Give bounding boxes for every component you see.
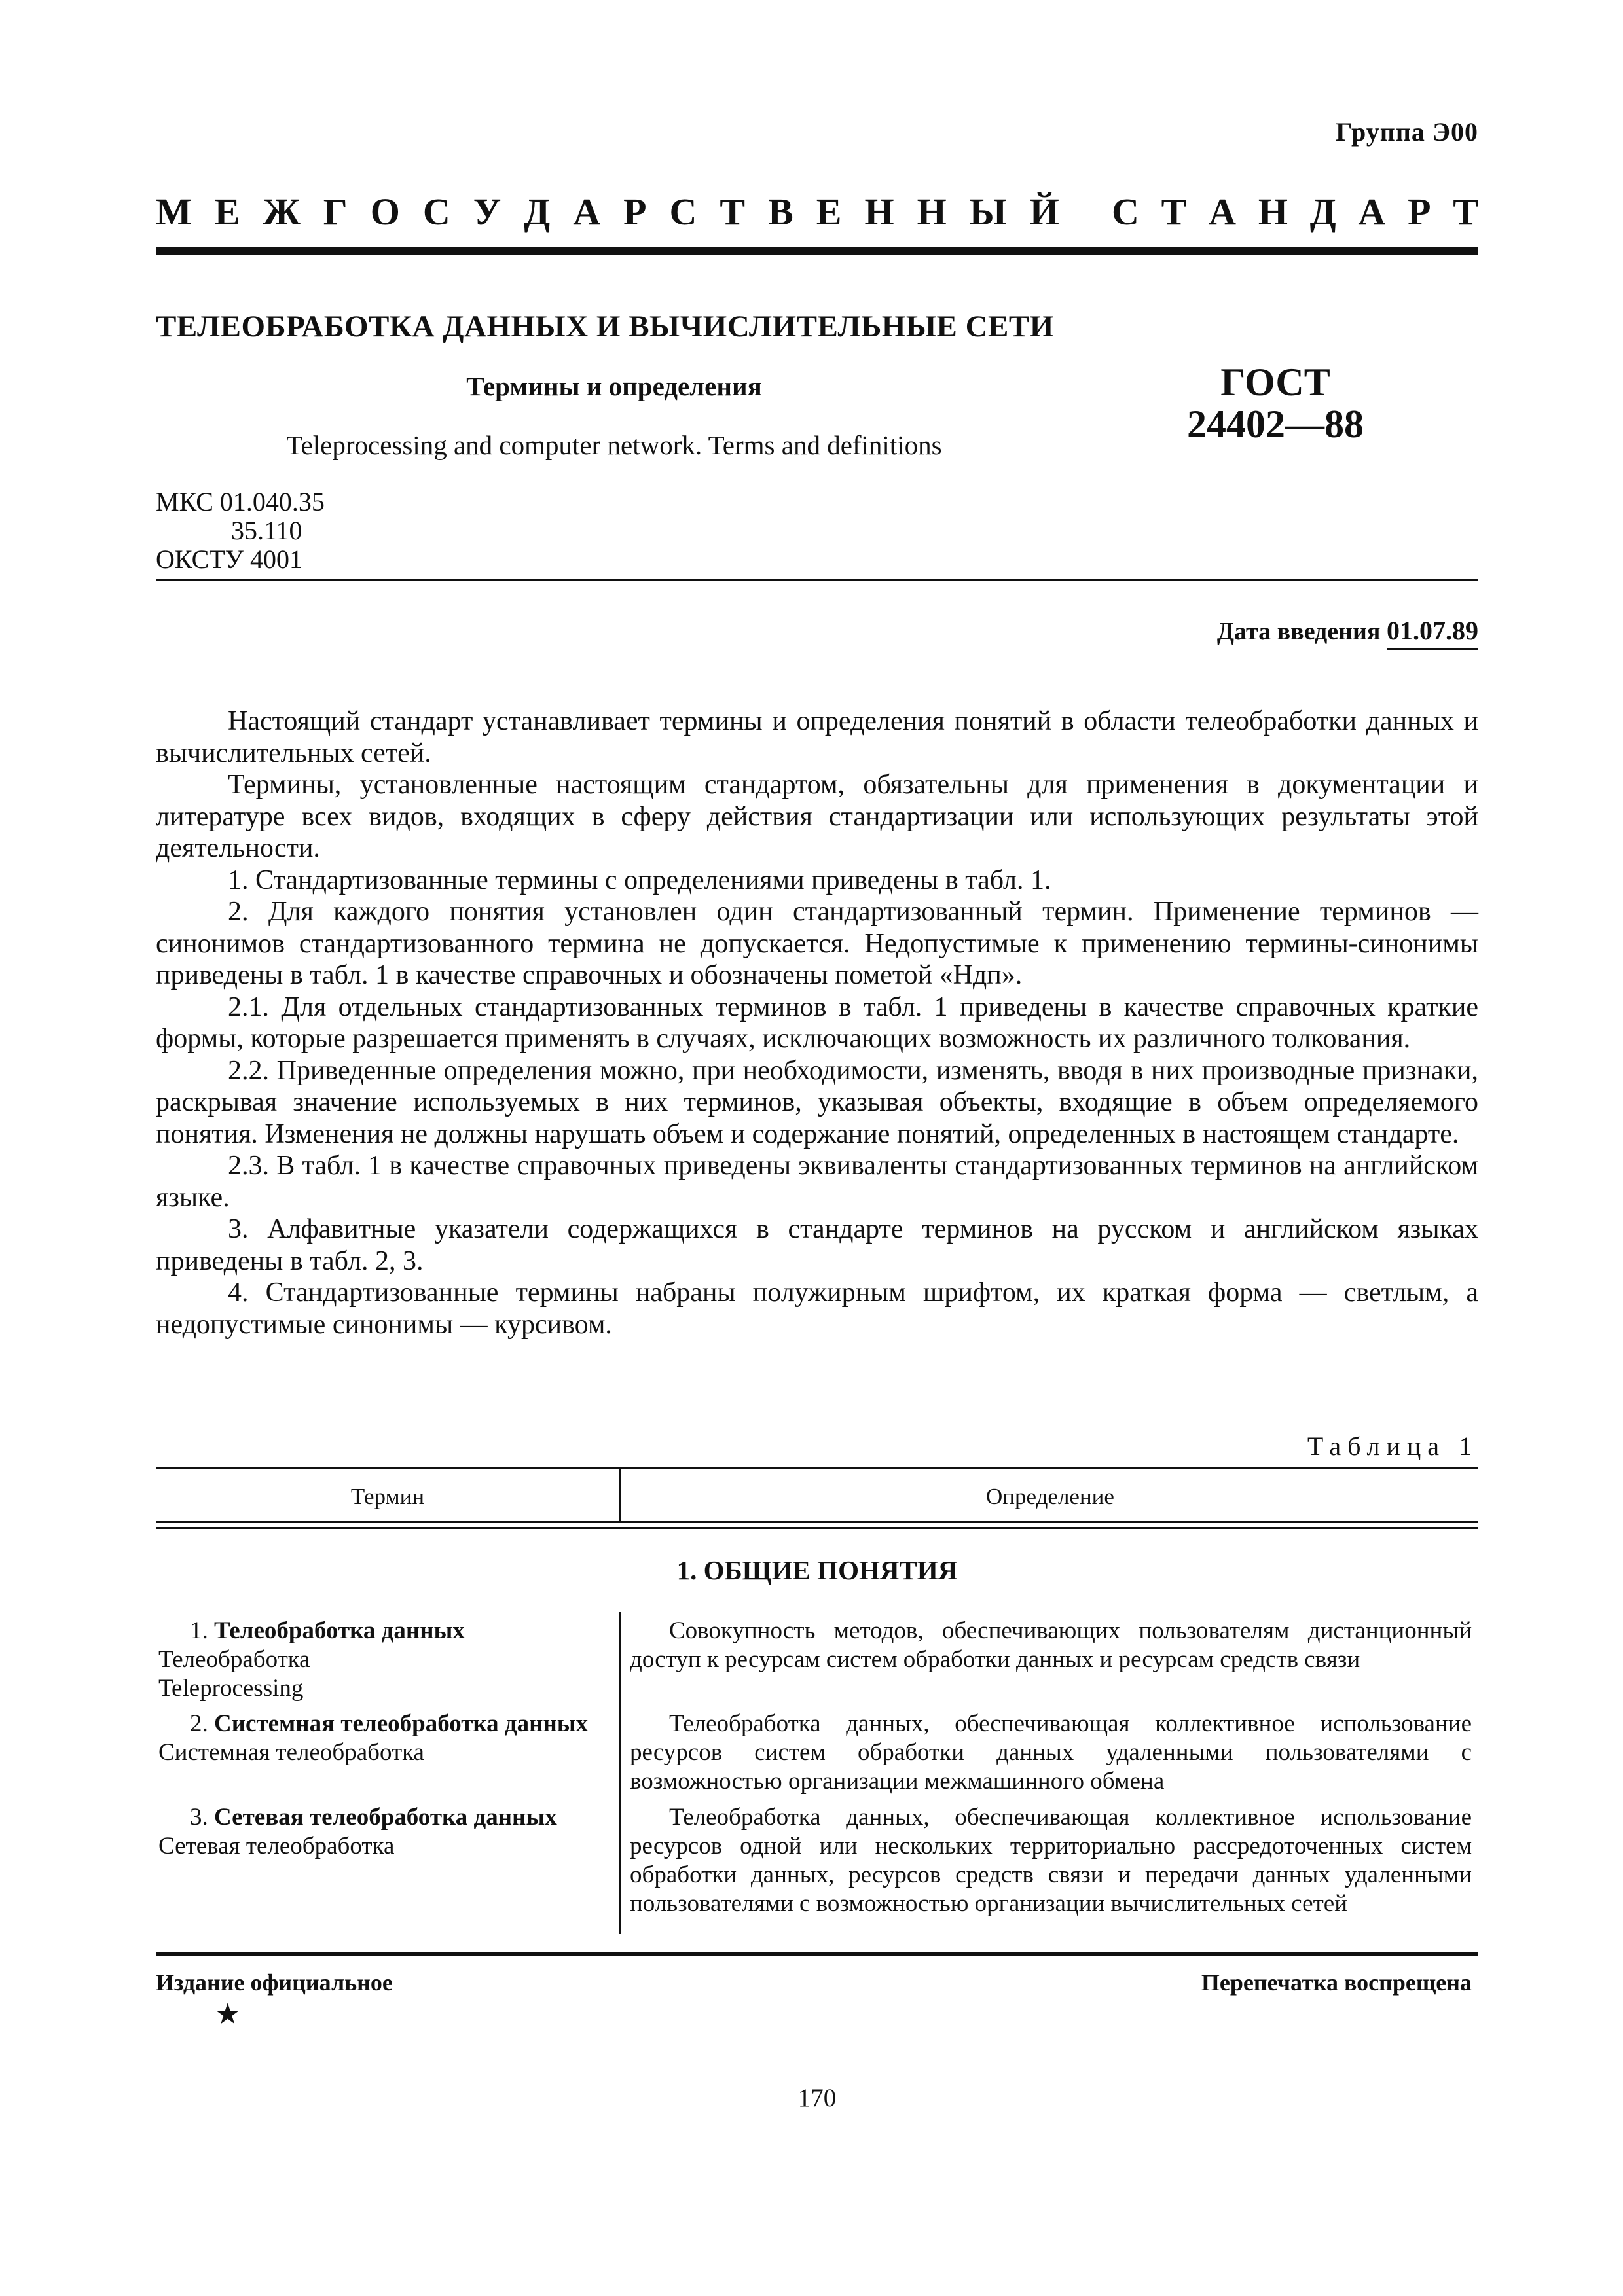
definition-text: Телеобработка данных, обеспечивающая коллективное использование ресурсов одной или нескольких территориально рассредоточенных систем обработки данных, ресурсов средств связи и передачи данных удаленными пользователями с возможностью организации вычислительных сетей [630,1804,1472,1917]
group-label: Группа Э00 [1336,117,1478,147]
standard-banner [156,190,1478,234]
paragraph: Термины, установленные настоящим стандартом, обязательны для применения в документации и литературе всех видов, входящих в сферу действия стандартизации или использующих результаты этой деятельности. [156,770,1478,863]
paragraph: 2.3. В табл. 1 в качестве справочных приведены эквиваленты стандартизованных терминов на английском языке. [156,1151,1478,1213]
table-column-divider [619,1612,621,1934]
table-header-rule [156,1527,1478,1529]
paragraph: 3. Алфавитные указатели содержащихся в стандарте терминов на русском и английском языках приведены в табл. 2, 3. [156,1214,1478,1276]
document-page [156,0,1478,2296]
paragraph: 2.2. Приведенные определения можно, при необходимости, изменять, вводя в них производные признаки, раскрывая значение используемых в них терминов, указывая объекты, входящие в объем определяемого понятия. Изменения не должны нарушать объем и содержание понятий, определенных в настоящем стандарте. [156,1055,1478,1149]
paragraph: 2.1. Для отдельных стандартизованных терминов в табл. 1 приведены в качестве справочных краткие формы, которые разрешается применять в случаях, исключающих возможность их различного толкования. [156,992,1478,1054]
term-cell [158,1617,617,1703]
banner-right: С Т А Н Д А Р Т [1112,190,1478,233]
term-cell [158,1803,617,1861]
introduction-date [1217,615,1478,646]
term-number: 3. [190,1804,208,1831]
document-title: ТЕЛЕОБРАБОТКА ДАННЫХ И ВЫЧИСЛИТЕЛЬНЫЕ СЕТИ [156,310,1054,344]
table-header [156,1469,1478,1522]
gost-designation [1138,361,1413,445]
okstu-code: ОКСТУ 4001 [156,545,303,574]
paragraph: 1. Стандартизованные термины с определениями приведены в табл. 1. [228,865,1051,895]
gost-number: 24402—88 [1187,403,1364,446]
section-heading: 1. ОБЩИЕ ПОНЯТИЯ [676,1555,958,1585]
banner-left: М Е Ж Г О С У Д А Р С Т В Е Н Н Ы Й [156,190,1059,233]
definition-text: Телеобработка данных, обеспечивающая коллективное использование ресурсов систем обработки данных удаленными пользователями с возможностью организации межмашинного обмена [630,1710,1472,1795]
definition-text: Совокупность методов, обеспечивающих пользователям дистанционный доступ к ресурсам систем обработки данных и ресурсам средств связи [630,1617,1472,1673]
term-name: Системная телеобработка данных [214,1710,589,1737]
term-short-form: Телеобработка [158,1646,310,1673]
document-subtitle: Термины и определения [466,371,762,401]
column-header-definition: Определение [986,1484,1114,1509]
page-number: 170 [797,2084,837,2112]
term-short-form: Системная телеобработка [158,1739,424,1766]
classification-codes [156,488,325,574]
definition-cell [630,1617,1472,1674]
body-text [156,706,1478,1340]
table-column-divider [619,1469,621,1522]
table-bottom-rule [156,1952,1478,1956]
reprint-prohibited-label: Перепечатка воспрещена [1201,1969,1472,1996]
document-english-title: Teleprocessing and computer network. Terms and definitions [286,430,942,460]
table-caption: Таблица 1 [1307,1431,1478,1461]
mks-code-1: МКС 01.040.35 [156,487,325,516]
official-edition-label: Издание официальное [156,1969,393,1996]
term-number: 1. [190,1617,208,1644]
star-icon: ★ [215,1998,241,2030]
term-name: Телеобработка данных [214,1617,465,1644]
definition-cell [630,1710,1472,1796]
term-number: 2. [190,1710,208,1737]
column-header-term: Термин [350,1484,425,1509]
term-cell [158,1710,617,1767]
header-rule [156,247,1478,255]
paragraph: Настоящий стандарт устанавливает термины и определения понятий в области телеобработки данных и вычислительных сетей. [156,706,1478,768]
codes-rule [156,579,1478,581]
mks-code-2: 35.110 [231,516,302,545]
term-name: Сетевая телеобработка данных [214,1804,557,1831]
gost-label: ГОСТ [1220,361,1330,404]
table-header-rule [156,1521,1478,1523]
term-english: Teleprocessing [158,1675,304,1702]
intro-date-value: 01.07.89 [1387,616,1478,650]
intro-date-label: Дата введения [1216,618,1381,645]
paragraph: 2. Для каждого понятия установлен один стандартизованный термин. Применение терминов — синонимов стандартизованного термина не допускается. Недопустимые к применению термины-синонимы приведены в табл. 1 в качестве справочных и обозначены пометой «Ндп». [156,897,1478,990]
definition-cell [630,1803,1472,1918]
paragraph: 4. Стандартизованные термины набраны полужирным шрифтом, их краткая форма — светлым, а недопустимые синонимы — курсивом. [156,1278,1478,1340]
term-short-form: Сетевая телеобработка [158,1833,395,1859]
